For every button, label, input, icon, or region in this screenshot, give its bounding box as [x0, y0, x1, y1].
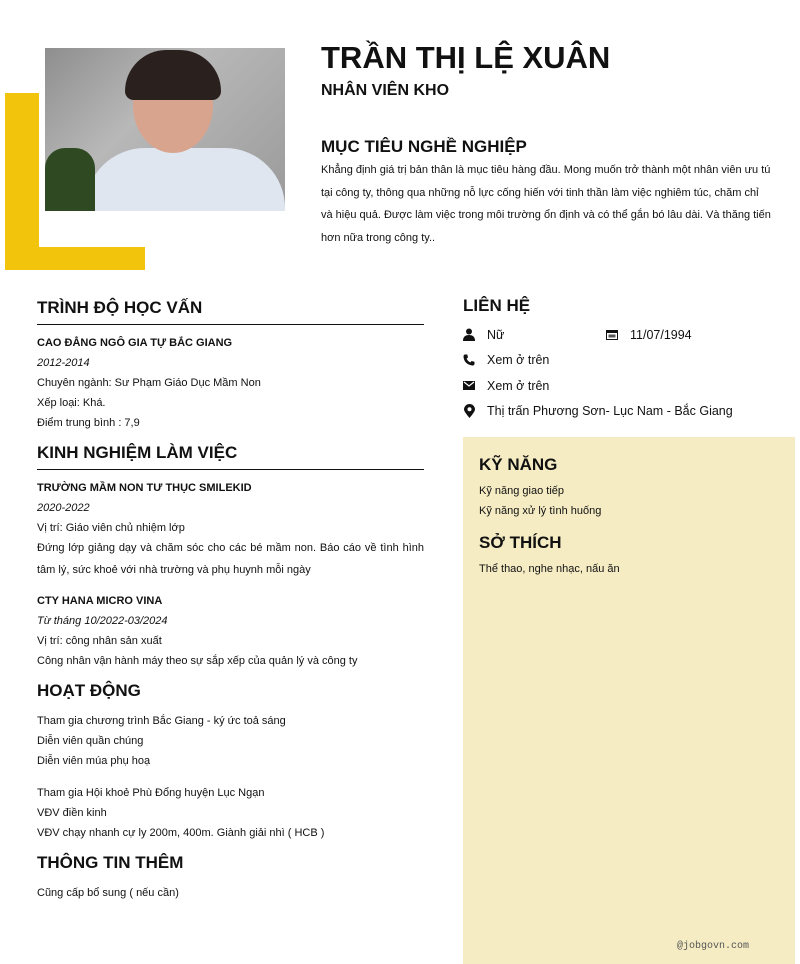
- location-pin-icon: [463, 405, 475, 417]
- email-icon: [463, 380, 475, 392]
- accent-bar-horizontal: [5, 247, 145, 270]
- gender-value: Nữ: [487, 327, 505, 342]
- activity-item: VĐV điền kinh: [37, 807, 107, 819]
- activity-item: Diễn viên quần chúng: [37, 735, 144, 747]
- job-period: 2020-2022: [37, 502, 90, 514]
- phone-icon: [463, 354, 475, 366]
- skills-panel: [463, 437, 795, 964]
- job-position: Vị trí: công nhân sản xuất: [37, 635, 162, 647]
- objective-text: Khẳng định giá trị bản thân là mục tiêu hàng đầu. Mong muốn trở thành một nhân viên ưu tú tại công ty, thông qua những nỗ lực cống hiến với tinh thần làm việc nghiêm túc, chăm chỉ và hiệu quả. Được làm việc trong môi trường ổn định và có thể gắn bó lâu dài. Và thăng tiến hơn nữa trong công ty..: [321, 164, 771, 244]
- experience-heading: KINH NGHIỆM LÀM VIỆC: [37, 443, 424, 470]
- extra-info-text: Cũng cấp bổ sung ( nếu cần): [37, 887, 179, 899]
- education-line: Chuyên ngành: Sư Phạm Giáo Dục Mầm Non: [37, 377, 261, 389]
- extra-info-heading: THÔNG TIN THÊM: [37, 853, 184, 872]
- contact-heading: LIÊN HỆ: [463, 296, 531, 315]
- accent-bar-vertical: [5, 93, 39, 270]
- activity-item: Tham gia Hội khoẻ Phù Đổng huyện Lục Ngạn: [37, 787, 265, 799]
- hobbies-heading: SỞ THÍCH: [479, 533, 562, 552]
- skill-item: Kỹ năng xử lý tình huống: [479, 505, 602, 517]
- contact-section: [463, 296, 795, 424]
- school-name: CAO ĐẲNG NGÔ GIA TỰ BẮC GIANG: [37, 337, 233, 349]
- activity-item: VĐV chạy nhanh cự ly 200m, 400m. Giành giải nhì ( HCB ): [37, 827, 325, 839]
- phone-value: Xem ở trên: [487, 353, 550, 368]
- objective-heading: MỤC TIÊU NGHỀ NGHIỆP: [321, 137, 527, 156]
- hobbies-text: Thể thao, nghe nhạc, nấu ăn: [479, 563, 620, 575]
- job-org: TRƯỜNG MẦM NON TƯ THỤC SMILEKID: [37, 482, 252, 494]
- skill-item: Kỹ năng giao tiếp: [479, 485, 565, 497]
- watermark: @jobgovn.com: [677, 941, 750, 952]
- job-position: Vị trí: Giáo viên chủ nhiệm lớp: [37, 522, 185, 534]
- activities-heading: HOẠT ĐỘNG: [37, 681, 141, 700]
- job-title: NHÂN VIÊN KHO: [321, 82, 450, 99]
- activity-item: Tham gia chương trình Bắc Giang - ký ức toả sáng: [37, 715, 286, 727]
- education-heading: TRÌNH ĐỘ HỌC VẤN: [37, 298, 424, 325]
- address-value: Thị trấn Phương Sơn- Lục Nam - Bắc Giang: [487, 404, 733, 419]
- email-value: Xem ở trên: [487, 378, 550, 393]
- candidate-name: TRẦN THỊ LỆ XUÂN: [321, 40, 611, 75]
- activity-item: Diễn viên múa phụ hoạ: [37, 755, 151, 767]
- job-desc: Công nhân vận hành máy theo sự sắp xếp của quản lý và công ty: [37, 655, 358, 667]
- education-period: 2012-2014: [37, 357, 90, 369]
- education-line: Điểm trung bình : 7,9: [37, 417, 140, 429]
- skills-heading: KỸ NĂNG: [479, 455, 558, 474]
- left-column: [37, 298, 424, 903]
- profile-photo: [45, 48, 285, 211]
- person-icon: [463, 329, 475, 341]
- job-period: Từ tháng 10/2022-03/2024: [37, 615, 168, 627]
- objective-section: [321, 137, 771, 249]
- job-org: CTY HANA MICRO VINA: [37, 595, 163, 607]
- job-desc: Đứng lớp giảng dạy và chăm sóc cho các bé mầm non. Báo cáo về tình hình tâm lý, sức khoẻ với nhà trường và phụ huynh mỗi ngày: [37, 542, 424, 576]
- birthday-value: 11/07/1994: [630, 327, 692, 342]
- education-line: Xếp loại: Khá.: [37, 397, 106, 409]
- calendar-icon: [606, 329, 618, 341]
